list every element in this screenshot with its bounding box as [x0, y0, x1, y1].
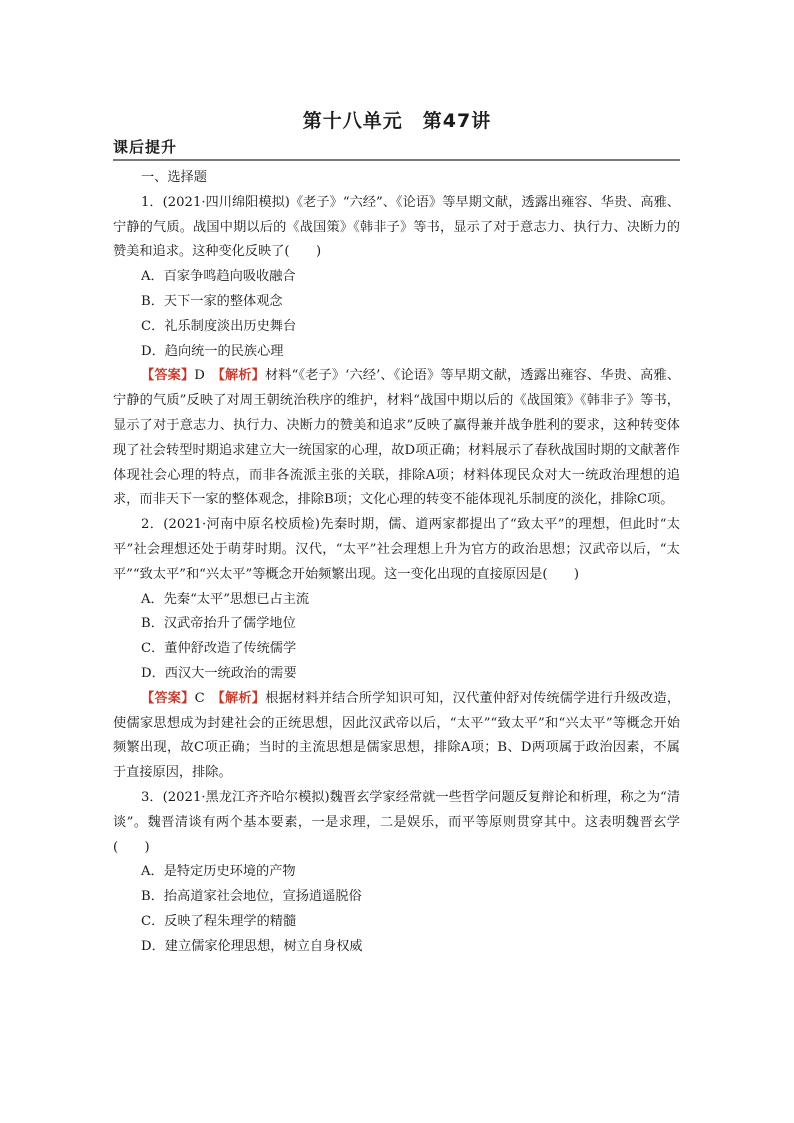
question-1-stem: 1．(2021·四川绵阳模拟)《老子》“六经”、《论语》等早期文献，透露出雍容、华贵、高雅、宁静的气质。战国中期以后的《战国策》《韩非子》等书，显示了对于意志力、执行力、决断力的赞美和追求。这种变化反映了( )	[113, 194, 680, 260]
question-2-option-a: A．先秦“太平”思想已占主流	[141, 591, 310, 607]
question-3-option-d: D．建立儒家伦理思想，树立自身权威	[141, 938, 363, 954]
question-2-option-c: C．董仲舒改造了传统儒学	[141, 641, 297, 657]
question-1-option-d: D．趋向统一的民族心理	[141, 343, 284, 359]
answer-tag: 【答案】	[141, 368, 195, 384]
answer-tag: 【答案】	[141, 690, 195, 706]
question-1-answer: D	[194, 368, 205, 384]
question-2-analysis: 根据材料并结合所学知识可知，汉代董仲舒对传统儒学进行升级改造，使儒家思想成为封建社会的正统思想，因此汉武帝以后，“太平”“致太平”和“兴太平”等概念开始频繁出现，故C项正确；当时的主流思想是儒家思想，排除A项；B、D两项属于政治因素，不属于直接原因，排除。	[113, 690, 681, 781]
question-3-stem: 3．(2021·黑龙江齐齐哈尔模拟)魏晋玄学家经常就一些哲学问题反复辩论和析理，称之为“清谈”。魏晋清谈有两个基本要素，一是求理，二是娱乐，而平等原则贯穿其中。这表明魏晋玄学( )	[113, 789, 680, 855]
analysis-tag: 【解析】	[218, 690, 266, 706]
section-heading: 课后提升	[113, 138, 178, 156]
page-title: 第十八单元 第47讲	[302, 110, 492, 132]
question-2-option-b: B．汉武帝抬升了儒学地位	[141, 616, 296, 632]
question-3-option-c: C．反映了程朱理学的精髓	[141, 913, 297, 929]
question-2-option-d: D．西汉大一统政治的需要	[141, 665, 297, 681]
question-1-option-b: B．天下一家的整体观念	[141, 293, 283, 309]
question-1-answer-block	[113, 364, 680, 513]
question-1-option-a: A．百家争鸣趋向吸收融合	[141, 269, 296, 285]
analysis-tag: 【解析】	[218, 368, 265, 384]
question-1-analysis: 材料“《老子》‘六经’、《论语》等早期文献，透露出雍容、华贵、高雅、宁静的气质”反映了对周王朝统治秩序的维护，材料“战国中期以后的《战国策》《韩非子》等书，显示了对于意志力、执行力、决断力的赞美和追求”反映了赢得兼并战争胜利的要求，这种转变体现了社会转型时期追求建立大一统国家的心理，故D项正确；材料展示了春秋战国时期的文献著作体现社会心理的特点，而非各流派主张的关联，排除A项；材料体现民众对大一统政治理想的追求，而非天下一家的整体观念，排除B项；文化心理的转变不能体现礼乐制度的淡化，排除C项。	[113, 368, 681, 508]
question-2-answer-block	[113, 687, 680, 786]
question-section-label: 一、选择题	[141, 170, 207, 185]
question-3-option-a: A．是特定历史环境的产物	[141, 864, 296, 880]
question-3-option-b: B．抬高道家社会地位，宣扬逍遥脱俗	[141, 889, 362, 905]
question-list	[113, 166, 680, 960]
question-2-answer: C	[194, 690, 205, 706]
heading-divider	[113, 159, 680, 161]
question-1-option-c: C．礼乐制度淡出历史舞台	[141, 318, 297, 334]
question-2-stem: 2．(2021·河南中原名校质检)先秦时期，儒、道两家都提出了“致太平”的理想，但此时“太平”社会理想还处于萌芽时期。汉代，“太平”社会理想上升为官方的政治思想；汉武帝以后，“太平”“致太平”和“兴太平”等概念开始频繁出现。这一变化出现的直接原因是( )	[113, 517, 680, 582]
